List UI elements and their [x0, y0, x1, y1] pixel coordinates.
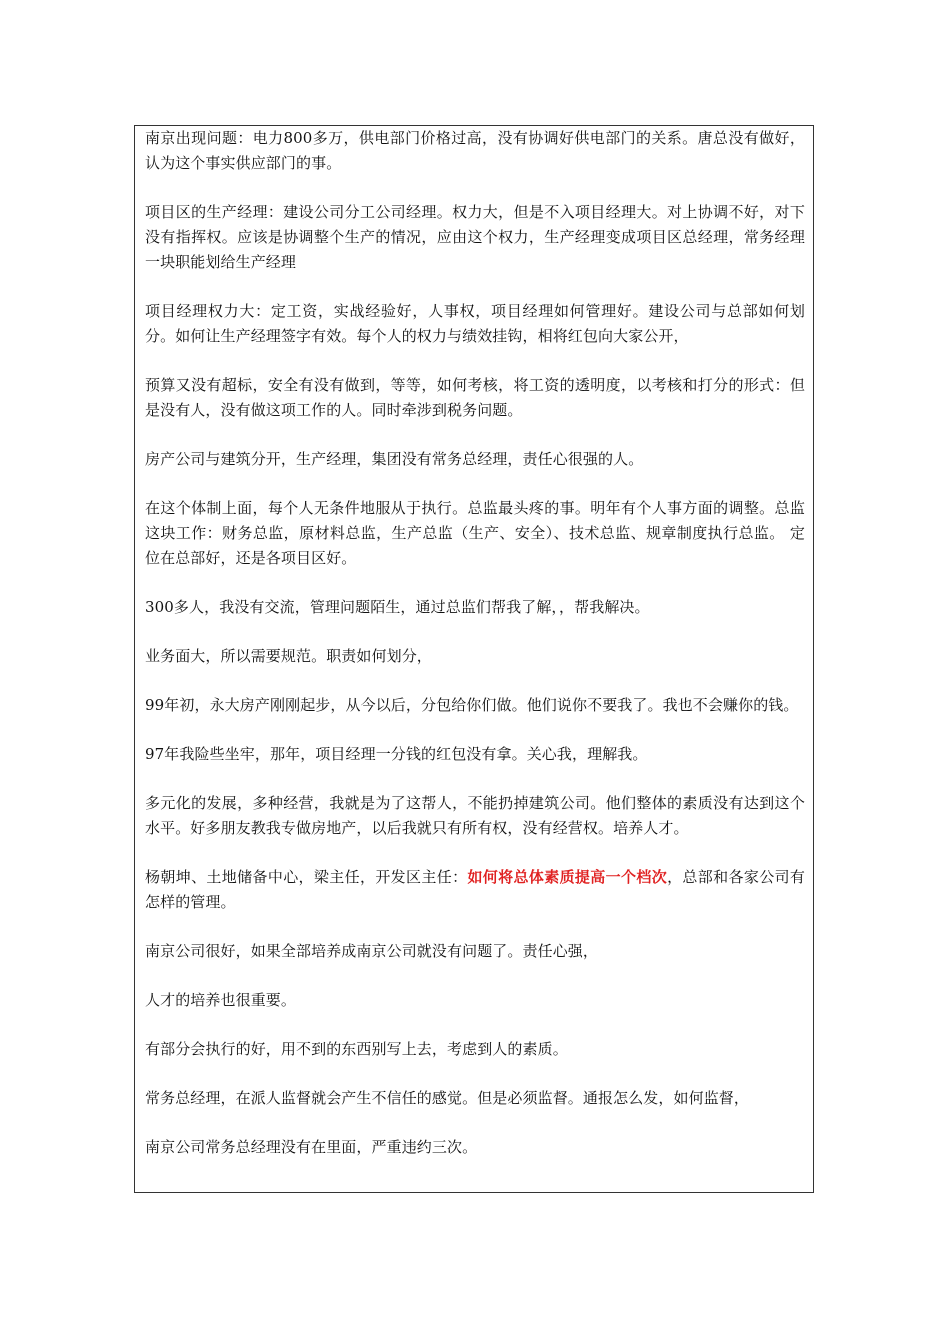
paragraph-5: 房产公司与建筑分开，生产经理，集团没有常务总经理，责任心很强的人。	[145, 450, 644, 468]
paragraph-9: 99年初，永大房产刚刚起步，从今以后，分包给你们做。他们说你不要我了。我也不会赚你的钱。	[145, 696, 799, 714]
paragraph-6: 在这个体制上面，每个人无条件地服从于执行。总监最头疼的事。明年有个人事方面的调整。总监这块工作：财务总监，原材料总监，生产总监（生产、安全）、技术总监、规章制度执行总监。 定位在总部好，还是各项目区好。	[145, 499, 805, 567]
paragraph-4: 预算又没有超标，安全有没有做到，等等，如何考核，将工资的透明度，以考核和打分的形式：但是没有人，没有做这项工作的人。同时牵涉到税务问题。	[145, 376, 805, 419]
paragraph-15: 有部分会执行的好，用不到的东西别写上去，考虑到人的素质。	[145, 1040, 568, 1058]
paragraph-1: 南京出现问题：电力800多万，供电部门价格过高，没有协调好供电部门的关系。唐总没有做好，认为这个事实供应部门的事。	[145, 129, 805, 172]
paragraph-11: 多元化的发展，多种经营，我就是为了这帮人，不能扔掉建筑公司。他们整体的素质没有达到这个水平。好多朋友教我专做房地产，以后我就只有所有权，没有经营权。培养人才。	[145, 794, 805, 837]
paragraph-2: 项目区的生产经理：建设公司分工公司经理。权力大，但是不入项目经理大。对上协调不好，对下没有指挥权。应该是协调整个生产的情况，应由这个权力，生产经理变成项目区总经理，常务经理一块职能划给生产经理	[145, 203, 805, 271]
paragraph-7: 300多人，我没有交流，管理问题陌生，通过总监们帮我了解，，帮我解决。	[145, 598, 650, 616]
paragraph-12	[145, 865, 805, 915]
paragraph-16: 常务总经理，在派人监督就会产生不信任的感觉。但是必须监督。通报怎么发，如何监督，	[145, 1089, 750, 1107]
paragraph-17: 南京公司常务总经理没有在里面，严重违约三次。	[145, 1138, 478, 1156]
notes-table-cell	[134, 125, 814, 1193]
paragraph-8: 业务面大，所以需要规范。职责如何划分，	[145, 647, 432, 665]
highlighted-question: 如何将总体素质提高一个档次	[467, 868, 668, 886]
paragraph-14: 人才的培养也很重要。	[145, 991, 297, 1009]
paragraph-10: 97年我险些坐牢，那年，项目经理一分钱的红包没有拿。关心我，理解我。	[145, 745, 648, 763]
paragraph-12-lead: 杨朝坤、土地储备中心，梁主任，开发区主任：	[145, 868, 468, 886]
paragraph-12-tail: ，总部和各家公司有怎样的管理。	[145, 868, 805, 911]
paragraph-3: 项目经理权力大：定工资，实战经验好，人事权，项目经理如何管理好。建设公司与总部如何划分。如何让生产经理签字有效。每个人的权力与绩效挂钩，相将红包向大家公开，	[145, 302, 805, 345]
paragraph-13: 南京公司很好，如果全部培养成南京公司就没有问题了。责任心强，	[145, 942, 599, 960]
